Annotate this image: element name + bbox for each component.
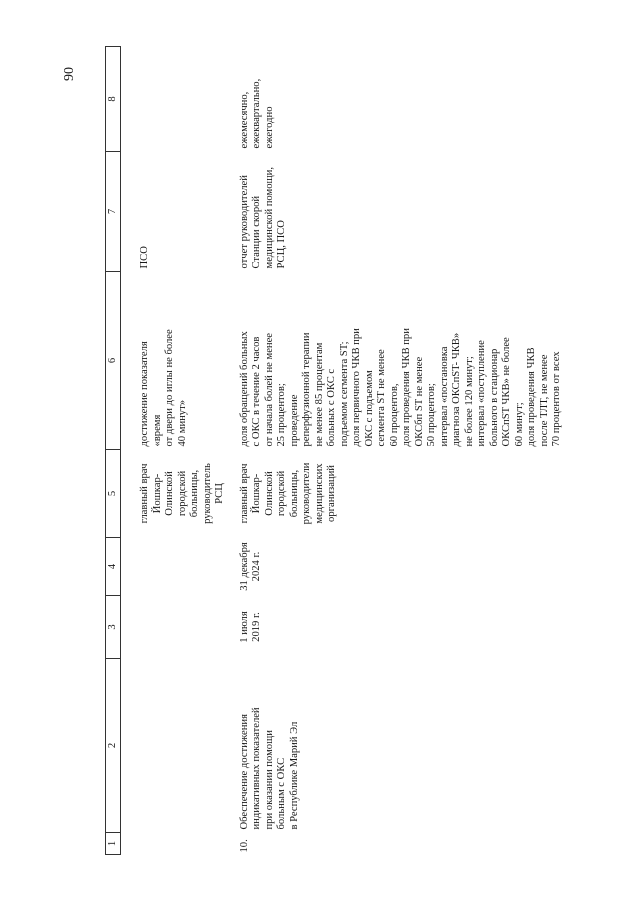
text-line: ОКСпST ЧКВ» не более — [501, 337, 512, 447]
measure-name-cell — [235, 659, 564, 833]
text-line: ежемесячно, — [238, 91, 250, 149]
text-line: 2019 г. — [251, 612, 262, 642]
plan-table — [105, 46, 564, 855]
text-line: сегмента ST не менее — [376, 349, 387, 447]
start-date-cell — [121, 596, 235, 659]
text-line: доля первичного ЧКВ при — [351, 328, 362, 447]
column-header: 3 — [106, 596, 121, 659]
text-line: доля проведения ЧКВ при — [401, 328, 412, 447]
text-line: интервал «постановка — [438, 346, 450, 447]
text-line: достижение показателя — [139, 341, 150, 447]
responsible-cell — [121, 450, 235, 538]
column-header: 2 — [106, 659, 121, 833]
text-line: Йошкар-Олинской — [251, 471, 275, 516]
periodicity-cell — [121, 47, 235, 152]
text-line: от начала болей не менее — [263, 333, 275, 447]
column-header: 4 — [106, 538, 121, 596]
text-line: не более 120 минут; — [463, 356, 475, 447]
text-line: 31 декабря — [238, 542, 250, 591]
text-line: больного в стационар — [488, 348, 500, 447]
column-header: 7 — [106, 152, 121, 272]
text-line: доля проведения ЧКВ — [526, 347, 537, 447]
text-line: медицинской помощи, — [263, 167, 275, 269]
text-line: 50 процентов; — [426, 383, 437, 447]
text-line: после ТЛТ, не менее — [538, 354, 550, 447]
report-cell — [235, 152, 564, 272]
text-line: ежеквартально, — [251, 78, 262, 149]
text-line: 60 процентов, — [388, 383, 400, 447]
text-line: РСЦ, ПСО — [276, 220, 287, 269]
start-date-cell — [235, 596, 564, 659]
text-line: 2024 г. — [251, 551, 262, 582]
text-line: главный врач — [238, 463, 250, 524]
text-line: ОКС с подъемом — [363, 370, 375, 447]
end-date-cell — [121, 538, 235, 596]
text-line: в Республике Марий Эл — [288, 721, 300, 830]
text-line: главный врач — [139, 463, 150, 524]
text-line: 25 процентов; — [276, 383, 287, 447]
indicator-cell — [121, 272, 235, 450]
column-header: 6 — [106, 272, 121, 450]
text-line: Станции скорой — [251, 195, 262, 269]
text-line: больным с ОКС — [276, 757, 287, 830]
column-header: 8 — [106, 47, 121, 152]
text-line: руководители — [301, 462, 312, 525]
text-line: при оказании помощи — [263, 730, 275, 830]
text-line: 1 июля — [238, 611, 250, 643]
column-header: 1 — [106, 833, 121, 855]
measure-name-cell — [121, 659, 235, 833]
text-line: медицинских — [313, 463, 325, 524]
rotated-table-sheet — [105, 55, 605, 855]
column-header: 5 — [106, 450, 121, 538]
report-cell — [121, 152, 235, 272]
text-line: отчет руководителей — [238, 175, 250, 269]
text-line: реперфузионной терапии — [301, 332, 312, 447]
text-line: с ОКС в течение 2 часов — [251, 336, 262, 447]
periodicity-cell — [235, 47, 564, 152]
text-line: городской — [176, 470, 188, 517]
text-line: от двери до иглы не более — [164, 329, 175, 447]
row-number-cell — [121, 833, 235, 855]
text-line: больницы, — [288, 469, 300, 518]
text-line: руководитель РСЦ — [201, 463, 225, 524]
text-line: ОКСбп ST не менее — [413, 356, 425, 447]
text-line: диагноза ОКСпST- ЧКВ» — [451, 332, 462, 447]
text-line: городской — [276, 470, 287, 517]
text-line: организаций — [326, 465, 337, 522]
text-line: интервал «поступление — [476, 340, 487, 447]
text-line: больных с ОКС с — [326, 368, 337, 447]
text-line: не менее 85 процентам — [313, 342, 325, 447]
indicator-cell — [235, 272, 564, 450]
table-row — [121, 47, 235, 855]
text-line: больницы, — [189, 469, 200, 518]
text-line: ПСО — [139, 246, 150, 269]
table-row — [235, 47, 564, 855]
text-line: доля обращений больных — [238, 331, 250, 447]
row-number-cell: 10. — [238, 839, 250, 853]
text-line: 40 минут» — [176, 399, 188, 447]
text-line: Йошкар-Олинской — [151, 471, 175, 516]
column-number-header — [106, 47, 121, 855]
text-line: Обеспечение достижения — [238, 714, 250, 830]
text-line: проведение — [288, 394, 300, 447]
text-line: индикативных показателей — [251, 707, 262, 830]
text-line: ежегодно — [263, 106, 275, 149]
text-line: 60 минут; — [513, 402, 525, 447]
responsible-cell — [235, 450, 564, 538]
page-number: 90 — [62, 67, 77, 81]
text-line: 70 процентов от всех — [551, 351, 562, 447]
text-line: подъемом сегмента ST; — [338, 341, 350, 447]
text-line: «время — [151, 414, 163, 447]
end-date-cell — [235, 538, 564, 596]
